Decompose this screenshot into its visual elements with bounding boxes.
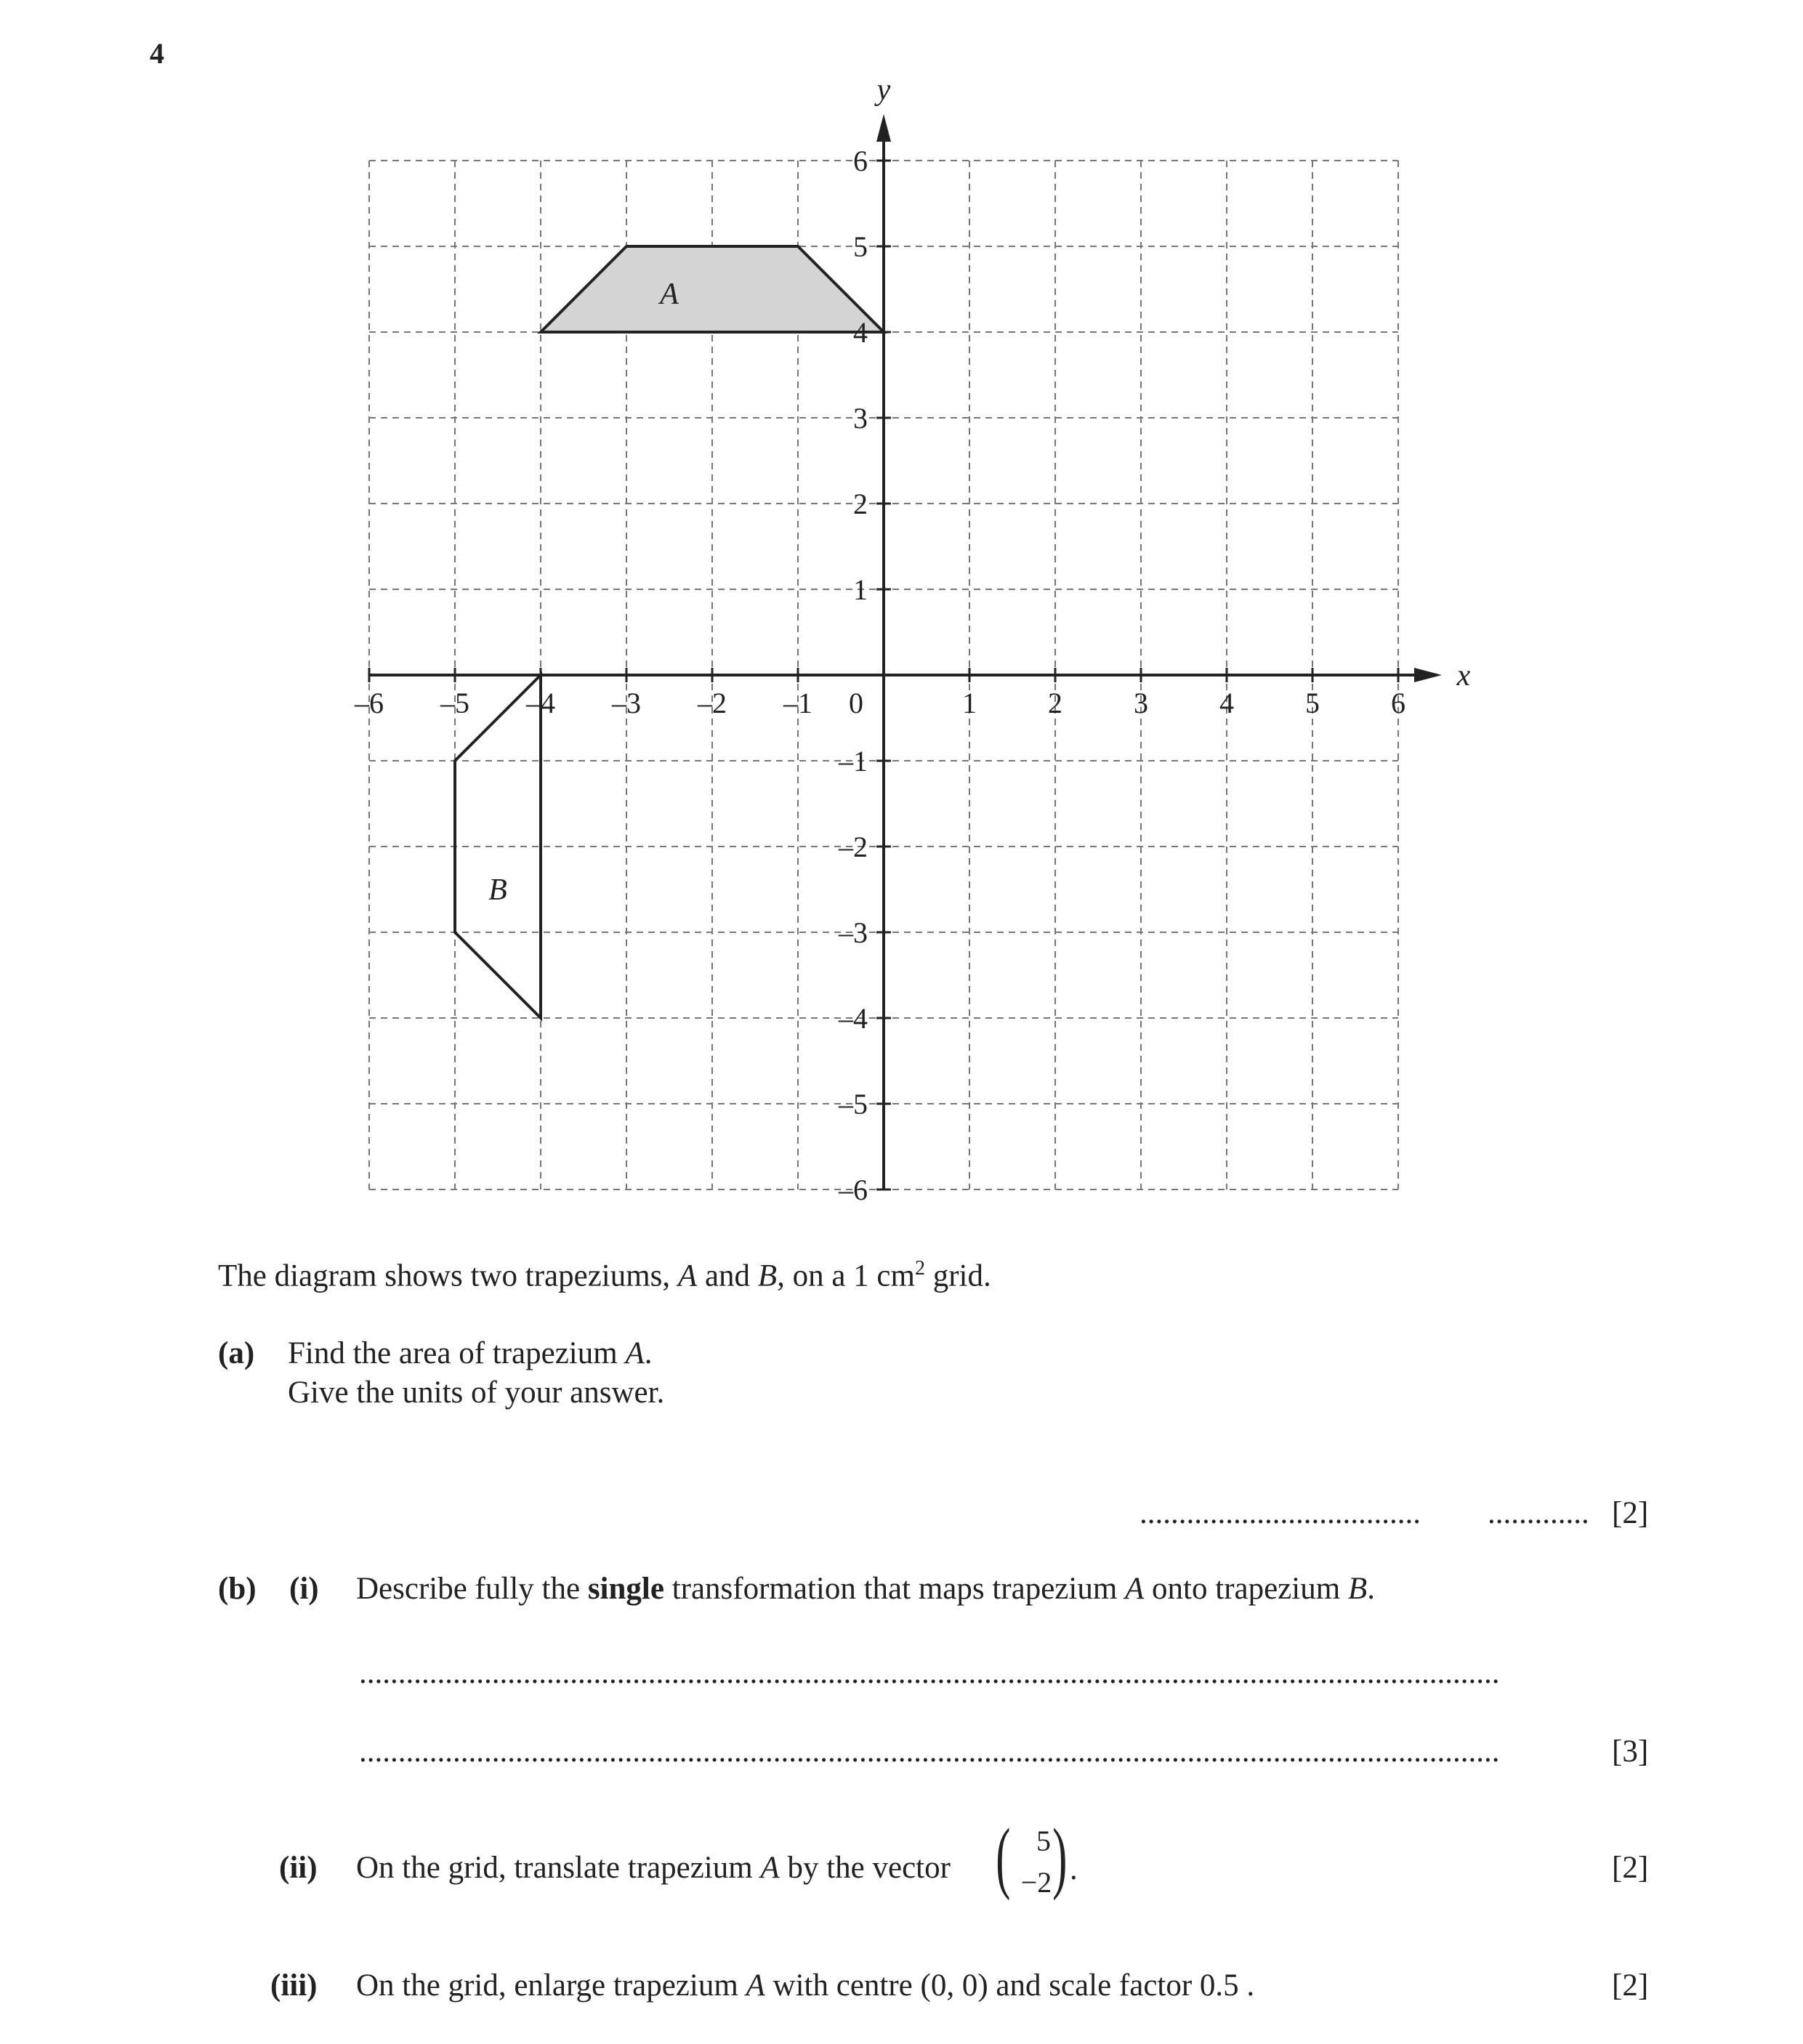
part-b-ii-end: . — [1070, 1852, 1078, 1886]
x-tick-label: –4 — [526, 687, 555, 719]
y-tick-label: –5 — [839, 1088, 868, 1120]
intro-mid: and — [697, 1259, 758, 1293]
intro-post1: , on a 1 cm — [777, 1259, 915, 1293]
y-tick-label: 3 — [853, 402, 868, 435]
intro-var-b: B — [757, 1259, 778, 1293]
part-b-iii-pre: On the grid, enlarge trapezium — [356, 1968, 746, 2003]
part-b-i-mid: transformation that maps trapezium — [663, 1572, 1126, 1606]
part-b-iii-post: with centre (0, 0) and scale factor 0.5 . — [765, 1968, 1255, 2003]
x-axis-label: x — [1456, 659, 1471, 692]
part-a-line1-pre: Find the area of trapezium — [288, 1336, 626, 1370]
y-tick-label: –2 — [839, 831, 868, 863]
part-b-iii-var-a: A — [746, 1968, 765, 2003]
x-tick-label: 4 — [1219, 687, 1234, 719]
x-tick-label: 3 — [1134, 687, 1148, 719]
part-b-i-bold: single — [587, 1572, 664, 1606]
part-a-answer-line-units[interactable]: ............. — [1488, 1496, 1589, 1530]
y-tick-label: –1 — [839, 745, 868, 777]
vector-bottom: −2 — [1020, 1866, 1052, 1899]
part-b-i-mid2: onto trapezium — [1144, 1572, 1348, 1606]
part-b-label: (b) — [218, 1572, 257, 1606]
y-tick-label: 5 — [853, 230, 868, 263]
y-tick-label: 1 — [853, 573, 868, 606]
x-tick-label: –3 — [612, 687, 641, 719]
part-b-iii-label: (iii) — [270, 1968, 318, 2003]
part-b-i-marks: [3] — [1612, 1734, 1649, 1769]
part-b-ii-label: (ii) — [279, 1851, 318, 1885]
question-number: 4 — [150, 37, 164, 70]
intro-var-a: A — [677, 1259, 698, 1293]
part-b-i-answer-line-2[interactable]: .................................................................................................................................................. — [359, 1734, 1500, 1769]
y-tick-label: 2 — [853, 488, 868, 520]
part-a-answer-line-value[interactable]: .................................... — [1140, 1496, 1421, 1530]
part-b-i-post: . — [1367, 1572, 1375, 1606]
x-tick-label: –6 — [355, 687, 384, 719]
part-b-i-pre: Describe fully the — [356, 1572, 588, 1606]
part-b-iii-marks: [2] — [1612, 1968, 1649, 2003]
part-b-ii-text — [356, 1850, 951, 1886]
origin-label: 0 — [849, 687, 863, 719]
part-b-i-label: (i) — [289, 1572, 319, 1606]
part-a-line1 — [288, 1336, 653, 1371]
x-tick-label: 6 — [1391, 687, 1405, 719]
vector-left-paren: ( — [996, 1812, 1011, 1901]
trapezium-a-label: A — [660, 277, 679, 311]
intro-pre: The diagram shows two trapeziums, — [218, 1259, 678, 1293]
intro-text — [218, 1257, 991, 1293]
part-b-ii-post: by the vector — [779, 1851, 951, 1885]
x-tick-label: 1 — [962, 687, 977, 719]
part-b-i-text — [356, 1571, 1375, 1607]
vector-top: 5 — [1036, 1825, 1051, 1857]
part-a-marks: [2] — [1612, 1496, 1649, 1530]
trapezium-a — [541, 246, 884, 332]
trapezium-b-label: B — [488, 873, 507, 907]
intro-sup: 2 — [914, 1257, 925, 1280]
part-b-iii-text — [356, 1968, 1254, 2003]
part-b-ii-pre: On the grid, translate trapezium — [356, 1851, 761, 1885]
y-tick-label: –6 — [839, 1174, 868, 1206]
part-b-ii-marks: [2] — [1612, 1851, 1649, 1885]
part-a-label: (a) — [218, 1336, 255, 1370]
part-a-line2: Give the units of your answer. — [288, 1376, 665, 1410]
part-b-ii-var-a: A — [760, 1851, 780, 1885]
x-tick-label: –5 — [440, 687, 469, 719]
x-tick-label: 2 — [1048, 687, 1062, 719]
part-a-line1-var: A — [625, 1336, 645, 1370]
y-tick-label: 6 — [853, 145, 868, 177]
part-a-line1-post: . — [644, 1336, 653, 1370]
intro-post2: grid. — [924, 1259, 991, 1293]
y-tick-label: 4 — [853, 316, 868, 349]
y-axis-label: y — [876, 73, 891, 107]
part-b-i-var-b: B — [1347, 1572, 1368, 1606]
part-b-i-answer-line-1[interactable]: .................................................................................................................................................. — [359, 1656, 1500, 1690]
y-tick-label: –3 — [839, 916, 868, 949]
part-b-i-var-a: A — [1125, 1572, 1145, 1606]
y-tick-label: –4 — [839, 1002, 868, 1035]
vector-right-paren: ) — [1052, 1812, 1068, 1901]
x-tick-label: 5 — [1305, 687, 1320, 719]
x-tick-label: –1 — [783, 687, 812, 719]
y-axis-arrow — [876, 114, 891, 142]
x-axis-arrow — [1414, 668, 1442, 682]
x-tick-label: –2 — [698, 687, 727, 719]
